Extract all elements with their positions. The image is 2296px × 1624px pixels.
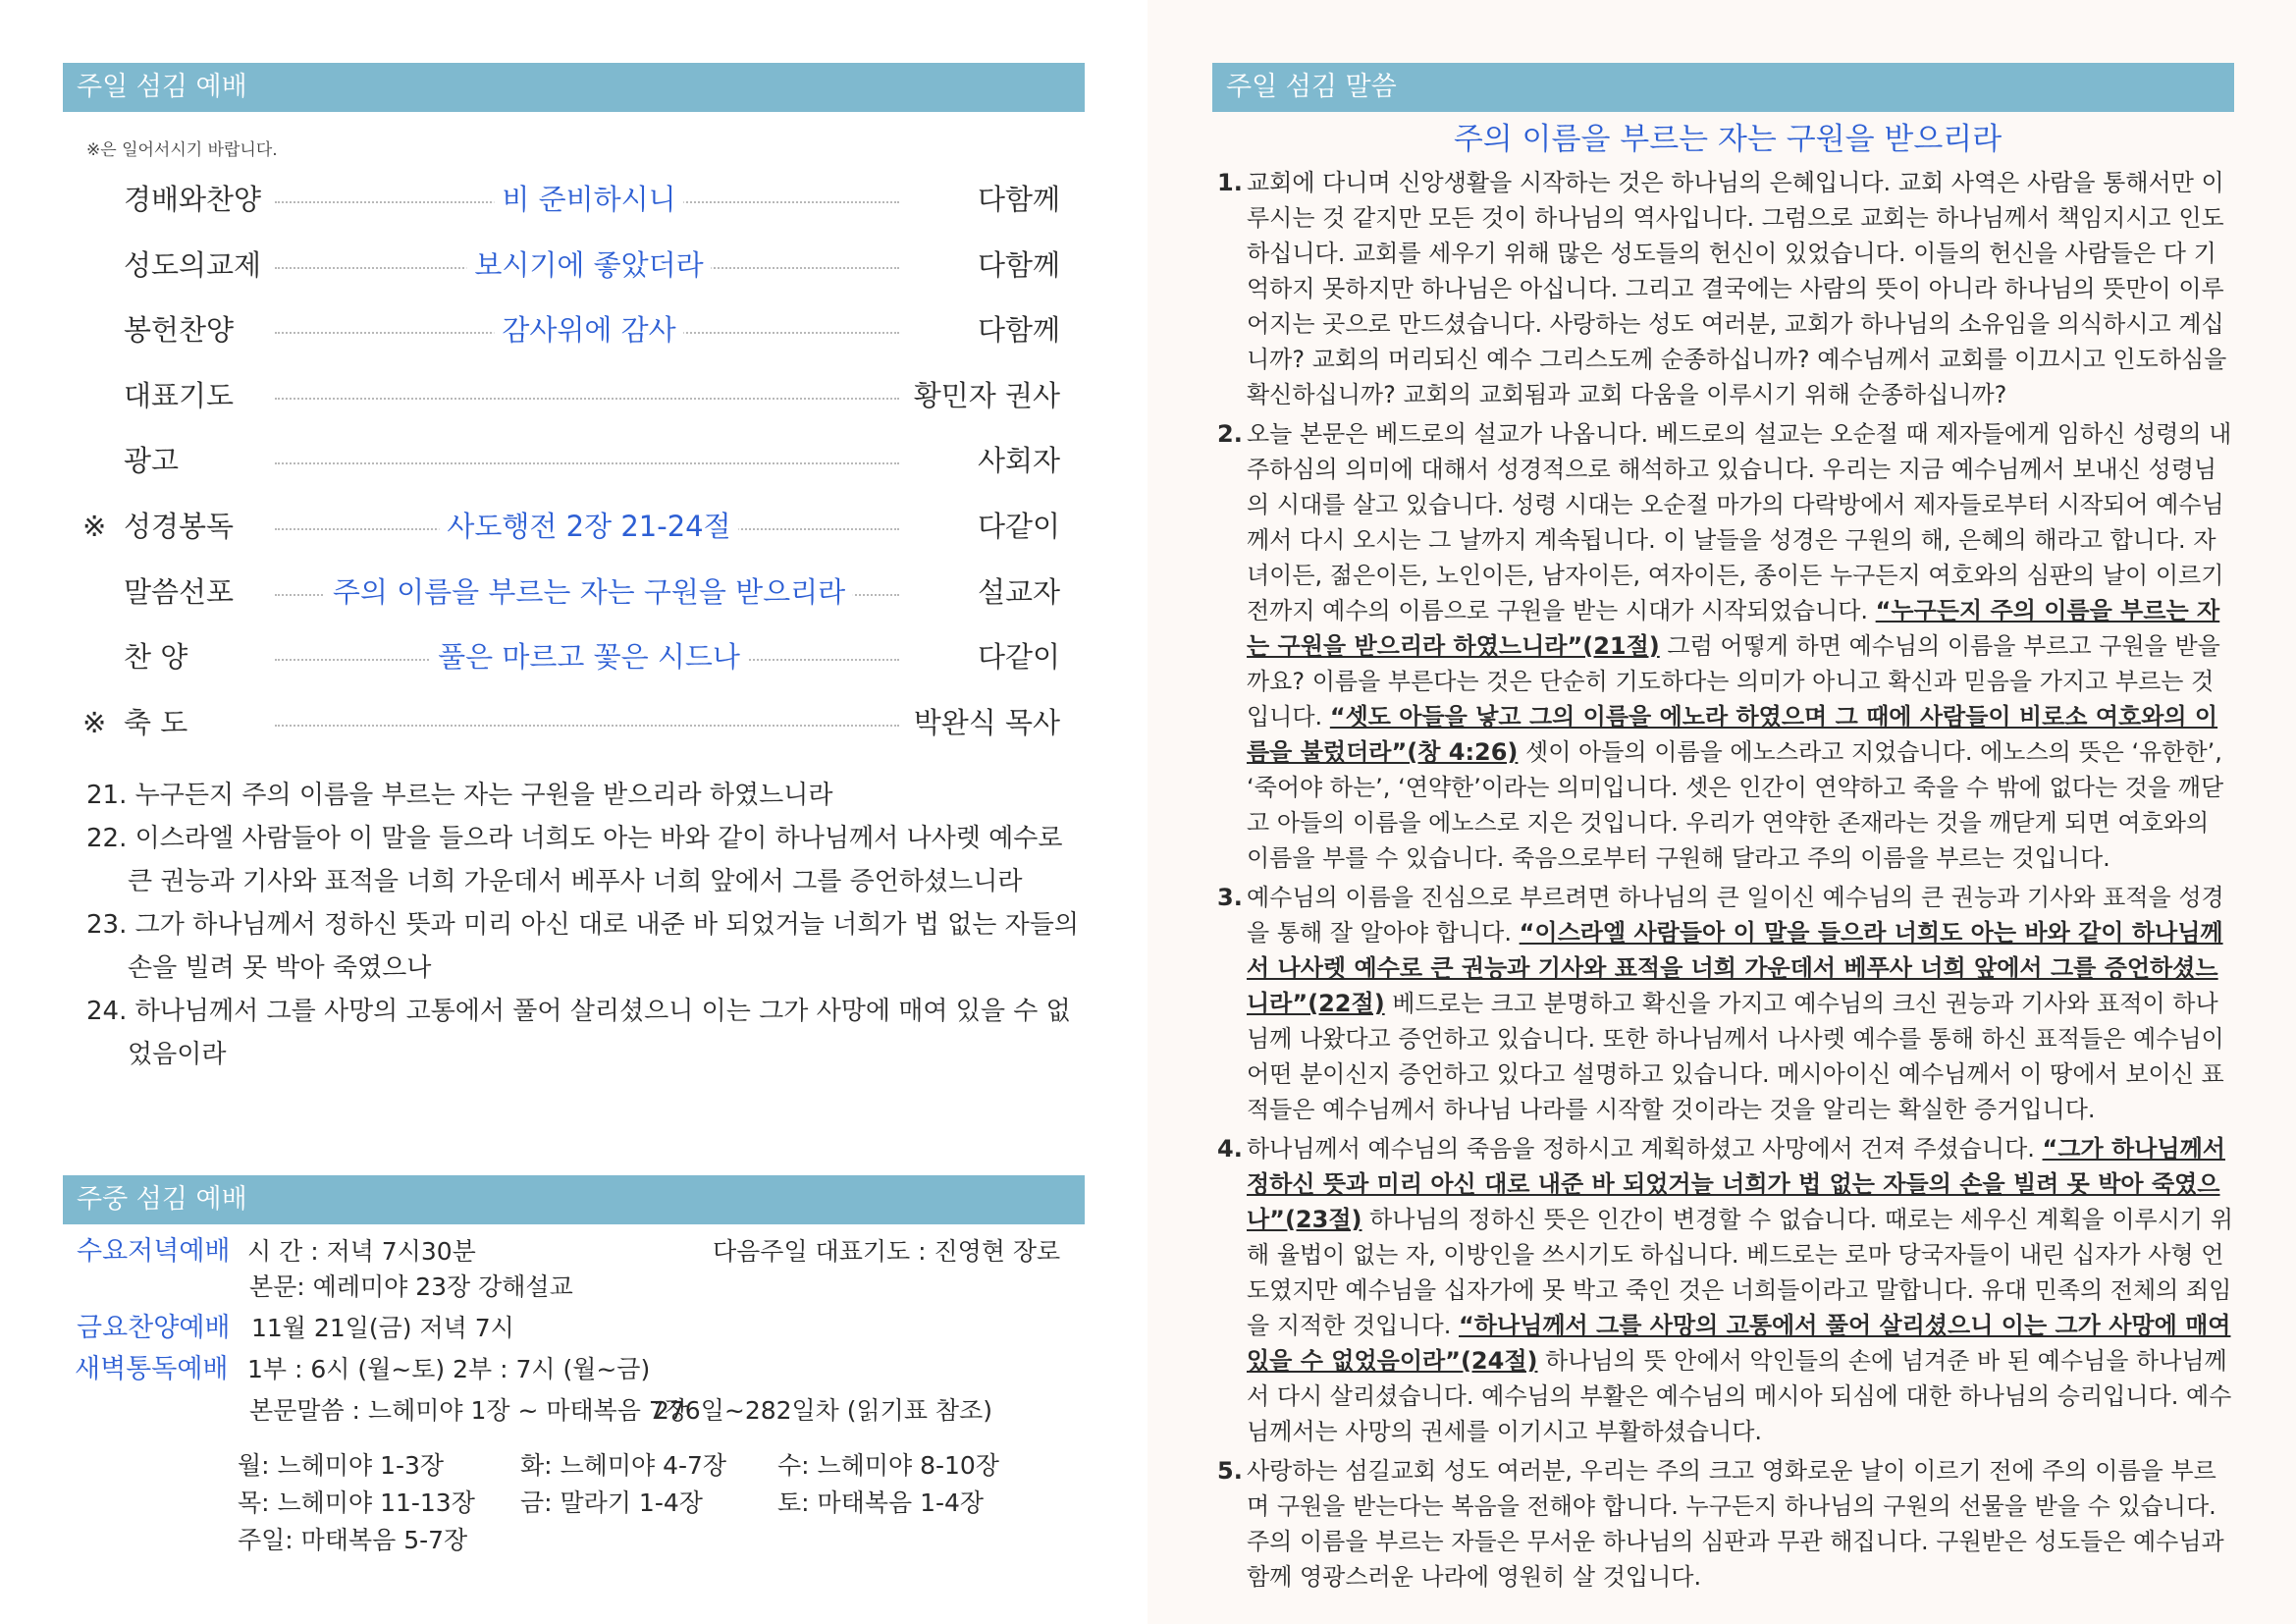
paragraph-text: 그럼 어떻게 하면 예수님의 이름을 부르고 구원을 받을까요? 이름을 부른다는 것은 단순히 기도하다는 의미가 아니고 확신과 믿음을 가지고 부르는 것입니다.	[1247, 632, 2220, 731]
reading-plan-item: 수: 느헤미야 8-10장	[777, 1451, 999, 1480]
section-header-sunday-service: 주일 섬김 예배	[63, 63, 1085, 112]
leader-dots	[275, 462, 899, 464]
next-prayer: 다음주일 대표기도 : 진영현 장로	[713, 1237, 1061, 1266]
order-item-name: 봉헌찬양	[124, 313, 235, 347]
reading-plan-item: 주일: 마태복음 5-7장	[238, 1526, 468, 1554]
order-item-title: 감사위에 감사	[494, 310, 683, 350]
service-label: 금요찬양예배	[77, 1313, 231, 1343]
scripture-verses	[86, 774, 1088, 1076]
order-item-leader: 설교자	[977, 575, 1060, 609]
sermon-title: 주의 이름을 부르는 자는 구원을 받으리라	[1453, 122, 2002, 157]
service-time: 시 간 : 저녁 7시30분	[247, 1237, 476, 1266]
dawn-text-row	[63, 1391, 1084, 1431]
order-item-leader: 황민자 권사	[913, 379, 1060, 412]
paragraph-text: 하나님의 뜻 안에서 악인들의 손에 넘겨준 바 된 예수님을 하나님께서 다시 살리셨습니다. 예수님의 부활은 예수님의 메시아 되심에 대한 하나님의 승리입니다. 예수님께서는 사망의 권세를 이기시고 부활하셨습니다.	[1247, 1347, 2232, 1445]
order-item-leader: 다같이	[977, 510, 1060, 543]
service-time: 1부 : 6시 (월~토) 2부 : 7시 (월~금)	[247, 1355, 651, 1383]
order-row	[0, 637, 1080, 677]
order-item-name: 말씀선포	[124, 575, 235, 609]
dawn-service	[63, 1350, 1084, 1389]
scripture-quote: “그가 하나님께서 정하신 뜻과 미리 아신 대로 내준 바 되었거늘 너희가 법 없는 자들의 손을 빌려 못 박아 죽였으나”(23절)	[1247, 1135, 2225, 1233]
order-item-title: 주의 이름을 부르는 자는 구원을 받으리라	[325, 572, 853, 612]
reading-plan-item: 토: 마태복음 1-4장	[777, 1489, 985, 1517]
order-item-leader: 다함께	[977, 313, 1060, 347]
leader-dots	[275, 725, 899, 727]
order-item-name: 찬 양	[124, 640, 188, 674]
order-item-leader: 다함께	[977, 183, 1060, 216]
order-row	[0, 441, 1080, 480]
order-item-leader: 박완식 목사	[913, 706, 1060, 739]
reading-days: 276일~282일차 (읽기표 참조)	[654, 1396, 992, 1425]
paragraph-number: 5.	[1217, 1457, 1243, 1485]
section-header-sermon: 주일 섬김 말씀	[1212, 63, 2234, 112]
scripture-quote: “하나님께서 그를 사망의 고통에서 풀어 살리셨으니 이는 그가 사망에 매여 있을 수 없었음이라”(24절)	[1247, 1312, 2231, 1375]
order-row	[0, 703, 1080, 742]
paragraph-text: 예수님의 이름을 진심으로 부르려면 하나님의 큰 일이신 예수님의 큰 권능과 기사와 표적을 성경을 통해 잘 알아야 합니다.	[1247, 884, 2224, 947]
order-item-title: 풀은 마르고 꽃은 시드나	[430, 637, 748, 677]
reading-plan-item: 금: 말라기 1-4장	[520, 1489, 703, 1517]
paragraph-text: 사랑하는 섬길교회 성도 여러분, 우리는 주의 크고 영화로운 날이 이르기 전에 주의 이름을 부르며 구원을 받는다는 복음을 전해야 합니다. 누구든지 하나님의 구원의 선물을 받을 수 있습니다. 주의 이름을 부르는 자들은 무서운 하나님의 심판과 무관 해집니다. 구원받은 성도들은 예수님과 함께 영광스러운 나라에 영원히 살 것입니다.	[1247, 1457, 2224, 1591]
paragraph-text: 하나님의 정하신 뜻은 인간이 변경할 수 없습니다. 때로는 세우신 계획을 이루시기 위해 율법이 없는 자, 이방인을 쓰시기도 하십니다. 베드로는 로마 당국자들이 내린 십자가 사형 언도였지만 예수님을 십자가에 못 박고 죽인 것은 너희들이라고 말합니다. 유대 민족의 전체의 죄임을 지적한 것입니다.	[1247, 1206, 2233, 1339]
order-row	[0, 572, 1080, 612]
scripture-quote: “셋도 아들을 낳고 그의 이름을 에노라 하였으며 그 때에 사람들이 비로소 여호와의 이름을 불렀더라”(창 4:26)	[1247, 703, 2218, 766]
order-item-leader: 다함께	[977, 248, 1060, 282]
wednesday-service	[63, 1232, 1084, 1272]
paragraph-text: 셋이 아들의 이름을 에노스라고 지었습니다. 에노스의 뜻은 ‘유한한’, ‘죽어야 하는’, ‘연약한’이라는 의미입니다. 셋은 인간이 연약하고 죽을 수 밖에 없다는 것을 깨닫고 아들의 이름을 에노스로 지은 것입니다. 우리가 연약한 존재라는 것을 깨닫게 되면 여호와의 이름을 부를 수 있습니다. 죽음으로부터 구원해 달라고 주의 이름을 부르는 것입니다.	[1247, 738, 2224, 872]
service-text: 본문: 예레미야 23장 강해설교	[249, 1272, 573, 1301]
wednesday-text-row	[63, 1268, 1084, 1307]
section-header-weekday-service: 주중 섬김 예배	[63, 1175, 1085, 1224]
order-item-leader: 다같이	[977, 640, 1060, 674]
order-item-name: 광고	[124, 444, 180, 477]
leader-dots	[275, 398, 899, 400]
service-text: 본문말씀 : 느헤미야 1장 ~ 마태복음 7장	[249, 1396, 688, 1425]
order-item-name: 성경봉독	[124, 510, 235, 543]
sermon-paragraph	[1217, 165, 2236, 412]
standing-note: ※은 일어서시기 바랍니다.	[86, 140, 278, 160]
order-item-title: 보시기에 좋았더라	[466, 245, 711, 285]
service-label: 수요저녁예배	[77, 1236, 231, 1267]
order-row	[0, 180, 1080, 219]
paragraph-number: 2.	[1217, 420, 1243, 448]
sermon-paragraph	[1217, 1131, 2236, 1449]
reading-plan-item: 화: 느헤미야 4-7장	[520, 1451, 727, 1480]
order-row	[0, 310, 1080, 350]
paragraph-text: 오늘 본문은 베드로의 설교가 나옵니다. 베드로의 설교는 오순절 때 제자들에게 임하신 성령의 내주하심의 의미에 대해서 성경적으로 해석하고 있습니다. 우리는 지금 예수님께서 보내신 성령님의 시대를 살고 있습니다. 성령 시대는 오순절 마가의 다락방에서 제자들로부터 시작되어 예수님께서 다시 오시는 그 날까지 계속됩니다. 이 날들을 성경은 구원의 해, 은혜의 해라고 합니다. 자녀이든, 젊은이든, 노인이든, 남자이든, 여자이든, 종이든 누구든지 여호와의 심판의 날이 이르기 전까지 예수의 이름으로 구원을 받는 시대가 시작되었습니다.	[1247, 420, 2232, 624]
sermon-paragraph	[1217, 1453, 2236, 1595]
paragraph-text: 베드로는 크고 분명하고 확신을 가지고 예수님의 크신 권능과 기사와 표적이 하나님께 나왔다고 증언하고 있습니다. 또한 하나님께서 나사렛 예수를 통해 하신 표적들은 예수님이 어떤 분이신지 증언하고 있다고 설명하고 있습니다. 메시아이신 예수님께서 이 땅에서 보이신 표적들은 예수님께서 하나님 나라를 시작할 것이라는 것을 알리는 확실한 증거입니다.	[1247, 990, 2224, 1123]
paragraph-number: 3.	[1217, 884, 1243, 911]
order-item-name: 성도의교제	[124, 248, 262, 282]
verse: 21. 누구든지 주의 이름을 부르는 자는 구원을 받으리라 하였느니라	[86, 781, 833, 810]
sermon-paragraph	[1217, 880, 2236, 1127]
sermon-paragraph	[1217, 416, 2236, 876]
order-item-title: 사도행전 2장 21-24절	[439, 507, 738, 546]
order-item-name: 축 도	[124, 706, 188, 739]
service-time: 11월 21일(금) 저녁 7시	[251, 1314, 514, 1342]
order-row	[0, 507, 1080, 546]
stand-mark: ※	[82, 706, 107, 739]
paragraph-text: 교회에 다니며 신앙생활을 시작하는 것은 하나님의 은혜입니다. 교회 사역은 사람을 통해서만 이루시는 것 같지만 모든 것이 하나님의 역사입니다. 그럼으로 교회는 하나님께서 책임지시고 인도하십니다. 교회를 세우기 위해 많은 성도들의 헌신이 있었습니다. 이들의 헌신을 사람들은 다 기억하지 못하지만 하나님은 아십니다. 그리고 결국에는 사람의 뜻이 아니라 하나님의 뜻만이 이루어지는 곳으로 만드셨습니다. 사랑하는 성도 여러분, 교회가 하나님의 소유임을 의식하시고 계십니까? 교회의 머리되신 예수 그리스도께 순종하십니까? 예수님께서 교회를 이끄시고 인도하심을 확신하십니까? 교회의 교회됨과 교회 다움을 이루시기 위해 순종하십니까?	[1247, 169, 2227, 408]
service-label: 새벽통독예배	[75, 1354, 229, 1384]
scripture-quote: “이스라엘 사람들아 이 말을 들으라 너희도 아는 바와 같이 하나님께서 나사렛 예수로 큰 권능과 기사와 표적을 너희 가운데서 베푸사 너희 앞에서 그를 증언하셨느니라”(22절)	[1247, 919, 2223, 1017]
paragraph-number: 4.	[1217, 1135, 1243, 1163]
verse: 22. 이스라엘 사람들아 이 말을 들으라 너희도 아는 바와 같이 하나님께서 나사렛 예수로 큰 권능과 기사와 표적을 너희 가운데서 베푸사 너희 앞에서 그를 증언하셨느니라	[86, 824, 1063, 896]
order-row	[0, 376, 1080, 415]
verse: 24. 하나님께서 그를 사망의 고통에서 풀어 살리셨으니 이는 그가 사망에 매여 있을 수 없었음이라	[86, 997, 1071, 1069]
scripture-quote: “누구든지 주의 이름을 부르는 자는 구원을 받으리라 하였느니라”(21절)	[1247, 597, 2220, 660]
order-row	[0, 245, 1080, 285]
verse: 23. 그가 하나님께서 정하신 뜻과 미리 아신 대로 내준 바 되었거늘 너희가 법 없는 자들의 손을 빌려 못 박아 죽였으나	[86, 910, 1079, 983]
order-item-title: 비 준비하시니	[494, 180, 683, 219]
stand-mark: ※	[82, 510, 107, 543]
order-item-name: 경배와찬양	[124, 183, 262, 216]
paragraph-number: 1.	[1217, 169, 1243, 196]
sermon-body	[1217, 165, 2236, 1598]
reading-plan-item: 목: 느헤미야 11-13장	[238, 1489, 475, 1517]
order-item-leader: 사회자	[977, 444, 1060, 477]
friday-service	[63, 1309, 1084, 1348]
order-item-name: 대표기도	[124, 379, 235, 412]
reading-plan-item: 월: 느헤미야 1-3장	[238, 1451, 445, 1480]
paragraph-text: 하나님께서 예수님의 죽음을 정하시고 계획하셨고 사망에서 건져 주셨습니다.	[1247, 1135, 2043, 1163]
